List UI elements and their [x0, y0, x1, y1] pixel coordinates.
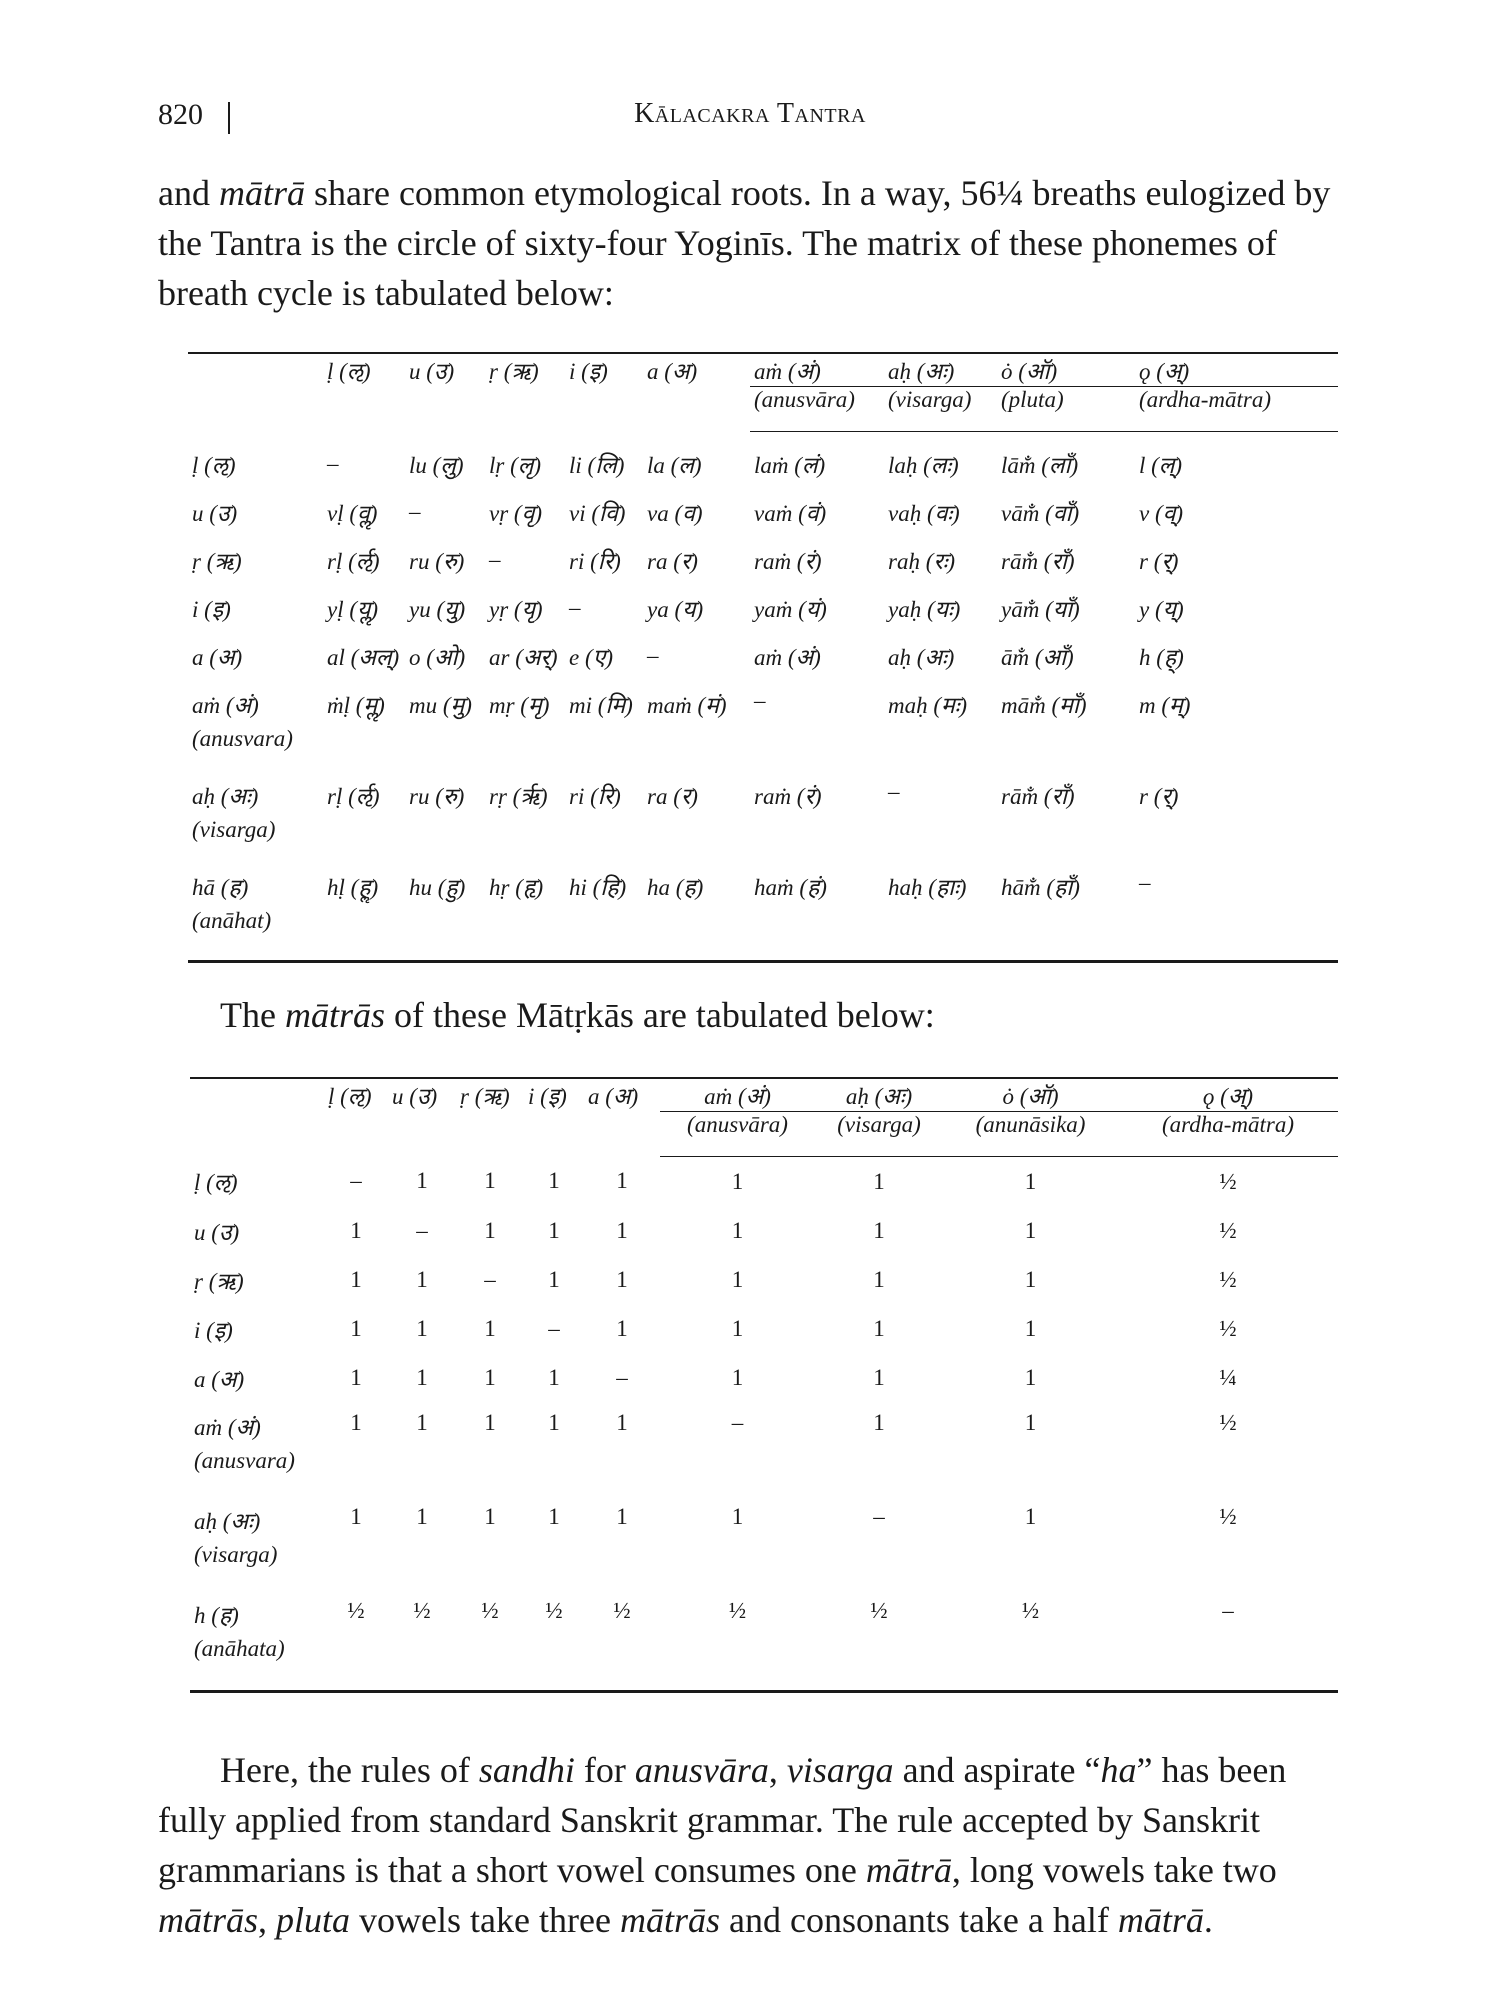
table-cell: 1 [731, 1266, 744, 1292]
table2-col-header: ȯ (ऑ) [1002, 1084, 1059, 1109]
row-label: a (अ) [192, 645, 243, 670]
row-label-cell [188, 488, 323, 536]
table-cell: aṁ (अं) [754, 645, 821, 670]
row-label-cell [188, 771, 323, 862]
table-cell: – [327, 450, 339, 476]
table-cell: li (लि) [569, 452, 625, 478]
row-label: u (उ) [194, 1219, 240, 1245]
table-cell: aḥ (अः) [888, 645, 955, 670]
table-cell: ½ [347, 1598, 365, 1623]
table1-subheader-row [188, 387, 1338, 432]
row-sublabel: (visarga) [192, 817, 276, 842]
table-cell: 1 [484, 1364, 496, 1390]
table-cell: – [569, 595, 581, 620]
table-cell: ½ [413, 1598, 431, 1623]
table-cell: 1 [873, 1266, 885, 1292]
table-cell: ṁḷ (मॢ) [327, 693, 385, 718]
row-sublabel: (anusvara) [192, 726, 293, 751]
table-cell: ½ [1219, 1217, 1237, 1243]
table-cell: 1 [350, 1266, 362, 1292]
table-cell: hḷ (हॢ) [327, 875, 379, 900]
table-cell: ra (र) [647, 784, 698, 809]
table-cell: 1 [416, 1410, 428, 1435]
table-cell: ra (र) [647, 549, 698, 574]
table-cell: hi (हि) [569, 875, 627, 900]
row-label-cell [190, 1496, 324, 1590]
table2-col-header: ǫ (अ्) [1202, 1084, 1254, 1109]
table-cell: ½ [1021, 1598, 1040, 1623]
table-cell: 1 [548, 1410, 560, 1435]
row-label-cell [190, 1157, 324, 1207]
table-cell: ½ [545, 1598, 563, 1623]
table-cell: 1 [1024, 1217, 1037, 1243]
table-cell: ha (ह) [647, 875, 704, 900]
closing-paragraph: Here, the rules of sandhi for anusvāra, visarga and aspirate “ha” has been fully applied from standard Sanskrit grammar. The rule accepted by Sanskrit grammarians is that a short vowel consumes one mātrā, long vowels take two mātrās, pluta vowels take three mātrās and consonants take a half mātrā. [158, 1750, 1287, 1940]
table-cell: vaṁ (वं) [754, 501, 827, 526]
table-cell: l (ल्) [1139, 453, 1183, 478]
table-cell: ½ [481, 1598, 499, 1623]
table-cell: – [616, 1364, 628, 1390]
table-row [188, 680, 1338, 771]
table-cell: yḷ (यॢ) [327, 597, 379, 622]
table2-subheader: (anusvāra) [660, 1112, 815, 1157]
table-cell: ½ [728, 1598, 747, 1623]
table-cell: yaḥ (यः) [888, 597, 961, 622]
row-label: ṛ (ऋ) [192, 549, 242, 574]
table-cell: 1 [731, 1315, 744, 1341]
table-cell: maḥ (मः) [888, 693, 968, 718]
table-cell: ½ [613, 1598, 631, 1623]
table-row [188, 771, 1338, 862]
row-label-cell [188, 584, 323, 632]
table1-subheader: (visarga) [884, 387, 997, 432]
table-cell: 1 [616, 1504, 628, 1529]
table-cell: laḥ (लः) [888, 453, 959, 478]
table-cell: 1 [350, 1364, 362, 1390]
table-cell: 1 [350, 1315, 362, 1341]
table-cell: ½ [870, 1598, 888, 1623]
table-cell: hām̐ (हाँ) [1001, 875, 1080, 900]
table-cell: 1 [416, 1364, 428, 1390]
table1-col-header: aṁ (अं) [754, 359, 821, 384]
row-label-cell [190, 1590, 324, 1692]
table-cell: ¼ [1219, 1364, 1237, 1390]
table-cell: e (ए) [569, 645, 613, 670]
table-cell: 1 [1024, 1266, 1037, 1292]
table1-body [188, 432, 1338, 962]
table-cell: 1 [731, 1168, 744, 1194]
table-cell: vḷ (वॢ) [327, 501, 378, 526]
table-cell: raṁ (रं) [754, 549, 822, 574]
table-row [190, 1496, 1338, 1590]
table-cell: mi (मि) [569, 693, 633, 718]
table-cell: vi (वि) [569, 501, 626, 526]
table-cell: 1 [616, 1266, 628, 1292]
table2-col-header: aṁ (अं) [704, 1084, 771, 1109]
table2-col-header: ḷ (ऌ) [328, 1084, 372, 1109]
table-cell: – [754, 688, 766, 713]
row-sublabel: (anāhat) [192, 908, 272, 933]
table1-subheader: (pluta) [997, 387, 1135, 432]
table-cell: – [731, 1410, 744, 1435]
row-label-cell [190, 1206, 324, 1255]
table-cell: maṁ (मं) [647, 693, 727, 718]
table-cell: – [647, 643, 659, 668]
table-cell: vaḥ (वः) [888, 501, 960, 526]
table-cell: lu (लु) [409, 452, 464, 478]
row-label-cell [188, 680, 323, 771]
table-cell: 1 [616, 1168, 628, 1194]
table-cell: ya (य) [647, 597, 704, 622]
table-row [190, 1255, 1338, 1304]
table-cell: ri (रि) [569, 784, 621, 809]
table-cell: 1 [873, 1364, 885, 1390]
table-cell: laṁ (लं) [754, 453, 826, 478]
table-cell: 1 [1024, 1364, 1037, 1390]
table-cell: 1 [873, 1315, 885, 1341]
table-cell: mu (मु) [409, 693, 472, 718]
table-cell: 1 [616, 1217, 628, 1243]
table1-subheader: (anusvāra) [750, 387, 884, 432]
table-cell: – [888, 779, 900, 804]
row-label: ṛ (ऋ) [194, 1268, 244, 1294]
table-cell: – [484, 1266, 496, 1292]
table2-subheader: (visarga) [815, 1112, 943, 1157]
table-cell: yṛ (यृ) [489, 597, 543, 622]
table-cell: 1 [873, 1168, 885, 1194]
table1-subheader: (ardha-mātra) [1135, 387, 1338, 432]
table-cell: ri (रि) [569, 549, 621, 574]
table-cell: 1 [548, 1504, 560, 1529]
table1-col-header: a (अ) [647, 359, 698, 384]
table-cell: la (ल) [647, 452, 702, 478]
table-row [190, 1590, 1338, 1692]
row-label: aṁ (अं) [194, 1415, 261, 1440]
row-sublabel: (anusvara) [194, 1448, 295, 1473]
matra-values-table [190, 1077, 1338, 1693]
table-cell: 1 [1024, 1410, 1037, 1435]
table-cell: 1 [1024, 1504, 1037, 1529]
table-cell: hṛ (हृ) [489, 875, 544, 900]
table-cell: yām̐ (याँ) [1001, 597, 1080, 622]
table-cell: 1 [1024, 1168, 1037, 1194]
table-cell: 1 [873, 1410, 885, 1435]
table-row [188, 584, 1338, 632]
table-cell: – [548, 1315, 560, 1341]
row-label-cell [190, 1255, 324, 1304]
table-cell: 1 [484, 1410, 496, 1435]
table1-col-header: ṛ (ऋ) [489, 359, 539, 384]
table-cell: 1 [416, 1315, 428, 1341]
table-cell: ½ [1219, 1410, 1237, 1435]
table-cell: – [1222, 1598, 1234, 1623]
table1-col-header: ǫ (अ्) [1139, 359, 1190, 384]
row-label: ḷ (ऌ) [194, 1170, 238, 1196]
table-row [188, 488, 1338, 536]
table-row [190, 1304, 1338, 1353]
table-row [190, 1353, 1338, 1402]
row-label: h (ह) [194, 1603, 239, 1628]
table-cell: 1 [484, 1315, 496, 1341]
row-label: aḥ (अः) [194, 1509, 261, 1534]
table-cell: – [350, 1168, 362, 1194]
row-label: i (इ) [194, 1317, 233, 1343]
table-row [188, 632, 1338, 680]
table-cell: ru (रु) [409, 784, 465, 809]
table-cell: raṁ (रं) [754, 784, 822, 809]
row-label-cell [190, 1304, 324, 1353]
table2-header-row [190, 1078, 1338, 1112]
row-label-cell [188, 536, 323, 584]
row-sublabel: (anāhata) [194, 1636, 285, 1661]
row-label-cell [188, 432, 323, 489]
row-label: aḥ (अः) [192, 784, 259, 809]
table-cell: rṛ (रृ) [489, 784, 548, 809]
row-label-cell [188, 632, 323, 680]
table-cell: – [409, 499, 421, 524]
table-row [190, 1206, 1338, 1255]
table-cell: yu (यु) [409, 597, 466, 622]
table2-subheader: (anunāsika) [943, 1112, 1118, 1157]
table-cell: h (ह्) [1139, 645, 1184, 670]
table-cell: – [416, 1217, 428, 1243]
table-cell: rḷ (रॢ) [327, 549, 380, 574]
table-cell: m (म्) [1139, 693, 1191, 718]
table-cell: ½ [1219, 1266, 1237, 1292]
row-label: ḷ (ऌ) [192, 452, 236, 478]
table-row [188, 862, 1338, 962]
table-cell: al (अल्) [327, 645, 400, 670]
table2-subheader-row [190, 1112, 1338, 1157]
table-cell: 1 [416, 1168, 428, 1194]
table-cell: 1 [350, 1504, 362, 1529]
table-cell: haṁ (हं) [754, 875, 827, 900]
table1-col-header: aḥ (अः) [888, 359, 955, 384]
row-label: hā (ह) [192, 875, 249, 900]
table-cell: 1 [484, 1217, 496, 1243]
table-cell: 1 [548, 1266, 560, 1292]
table-cell: 1 [1024, 1315, 1037, 1341]
table-row [188, 536, 1338, 584]
table-cell: v (व्) [1139, 501, 1184, 526]
table-cell: ½ [1219, 1504, 1237, 1529]
table-cell: 1 [731, 1364, 744, 1390]
intro-paragraph: and mātrā share common etymological roots. In a way, 56¼ breaths eulogized by the Tantra is the circle of sixty-four Yoginīs. The matrix of these phonemes of breath cycle is tabulated below: [158, 173, 1331, 313]
table2-col-header: ṛ (ऋ) [460, 1084, 510, 1109]
table-cell: mṛ (मृ) [489, 693, 550, 718]
table-cell: haḥ (हाः) [888, 875, 967, 900]
table-cell: 1 [548, 1168, 560, 1194]
running-title: Kālacakra Tantra [634, 98, 866, 129]
table-cell: rḷ (रॢ) [327, 784, 380, 809]
table-cell: yaṁ (यं) [754, 597, 827, 622]
table-cell: y (य्) [1139, 597, 1184, 622]
table-cell: – [489, 547, 501, 572]
table-cell: – [873, 1504, 885, 1529]
table-cell: va (व) [647, 501, 703, 526]
row-label: aṁ (अं) [192, 693, 259, 718]
row-label-cell [188, 862, 323, 962]
row-sublabel: (visarga) [194, 1542, 278, 1567]
table-row [190, 1157, 1338, 1207]
table-cell: 1 [416, 1504, 428, 1529]
table-cell: – [1139, 870, 1151, 895]
table-cell: 1 [731, 1504, 744, 1529]
table-cell: 1 [484, 1168, 496, 1194]
table-cell: r (र्) [1139, 549, 1179, 574]
table-cell: 1 [548, 1217, 560, 1243]
table-cell: 1 [484, 1504, 496, 1529]
table-cell: 1 [350, 1410, 362, 1435]
table-cell: ½ [1219, 1315, 1237, 1341]
table1-col-header: i (इ) [569, 359, 608, 384]
table2-subheader: (ardha-mātra) [1118, 1112, 1338, 1157]
table-cell: 1 [616, 1315, 628, 1341]
phoneme-matrix-table [188, 352, 1338, 963]
table-cell: ru (रु) [409, 549, 465, 574]
table-cell: mām̐ (माँ) [1001, 693, 1087, 718]
row-label: i (इ) [192, 597, 231, 622]
table1-header-row [188, 353, 1338, 387]
row-label-cell [190, 1353, 324, 1402]
table2-body [190, 1157, 1338, 1692]
table2-caption: The mātrās of these Mātṛkās are tabulated below: [220, 995, 935, 1035]
table-cell: rām̐ (राँ) [1001, 784, 1075, 809]
table-cell: vṛ (वृ) [489, 501, 543, 526]
table-row [190, 1402, 1338, 1496]
table-cell: vām̐ (वाँ) [1001, 501, 1080, 526]
table-cell: lām̐ (लाँ) [1001, 453, 1079, 478]
table2-col-header: u (उ) [392, 1084, 438, 1109]
table-cell: 1 [616, 1410, 628, 1435]
table1-col-header: ȯ (ऑ) [1001, 359, 1058, 384]
table-cell: 1 [548, 1364, 560, 1390]
row-label-cell [190, 1402, 324, 1496]
table-cell: hu (हु) [409, 875, 466, 900]
table-cell: rām̐ (राँ) [1001, 549, 1075, 574]
row-label: u (उ) [192, 501, 238, 526]
table-row [188, 432, 1338, 489]
table-cell: r (र्) [1139, 784, 1179, 809]
table-cell: 1 [873, 1217, 885, 1243]
table-cell: lṛ (लृ) [489, 452, 542, 478]
table-cell: ½ [1219, 1168, 1237, 1194]
page-header [158, 98, 1342, 138]
table-cell: o (ओ) [409, 645, 466, 670]
table-cell: ar (अर्) [489, 645, 558, 670]
row-label: a (अ) [194, 1366, 245, 1392]
table2-col-header: aḥ (अः) [845, 1084, 913, 1109]
table2-col-header: i (इ) [528, 1084, 567, 1109]
table2-col-header: a (अ) [588, 1084, 639, 1109]
table-cell: 1 [731, 1217, 744, 1243]
table-cell: 1 [350, 1217, 362, 1243]
table-cell: raḥ (रः) [888, 549, 956, 574]
page-number: 820 [158, 98, 203, 131]
table-cell: ām̐ (आँ) [1001, 645, 1074, 670]
table1-col-header: ḷ (ऌ) [327, 359, 371, 384]
table-cell: 1 [416, 1266, 428, 1292]
table1-col-header: u (उ) [409, 359, 455, 384]
